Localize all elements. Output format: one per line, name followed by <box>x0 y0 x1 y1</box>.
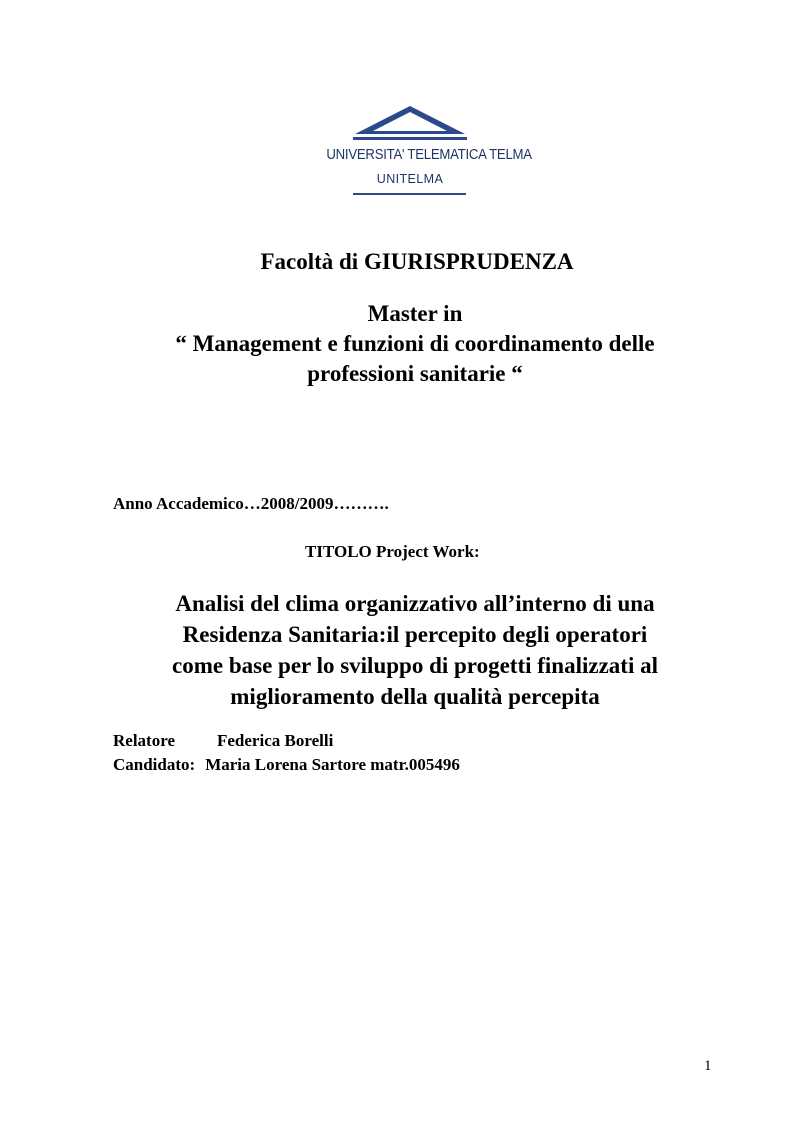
logo-university-name: UNIVERSITA' TELEMATICA TELMA <box>326 146 532 163</box>
candidate-label: Candidato: <box>113 755 196 774</box>
page-number: 1 <box>704 1058 712 1074</box>
authors-block <box>113 729 460 777</box>
candidate-row <box>113 753 460 777</box>
thesis-title-line: come base per lo sviluppo di progetti finalizzati al <box>172 653 658 678</box>
thesis-title-line: Analisi del clima organizzativo all’interno di una <box>175 591 655 616</box>
logo-short-name: UNITELMA <box>376 172 444 186</box>
thesis-title-line: Residenza Sanitaria:il percepito degli operatori <box>182 622 648 647</box>
supervisor-row <box>113 729 460 753</box>
thesis-title <box>120 588 710 712</box>
master-line-2: “ Management e funzioni di coordinamento delle <box>175 331 655 356</box>
supervisor-name: Federica Borelli <box>217 731 334 750</box>
university-logo <box>315 104 532 196</box>
faculty-heading: Facoltà di GIURISPRUDENZA <box>260 249 574 274</box>
thesis-title-line: miglioramento della qualità percepita <box>230 684 600 709</box>
master-line-3: professioni sanitarie “ <box>307 361 523 386</box>
master-heading <box>120 299 710 389</box>
academic-year: Anno Accademico…2008/2009………. <box>113 494 389 513</box>
master-line-1: Master in <box>367 301 463 326</box>
title-label: TITOLO Project Work: <box>305 542 480 561</box>
candidate-value: Maria Lorena Sartore matr.005496 <box>205 755 460 774</box>
supervisor-label: Relatore <box>113 731 175 750</box>
pediment-icon <box>315 104 505 144</box>
logo-underline <box>353 193 466 195</box>
